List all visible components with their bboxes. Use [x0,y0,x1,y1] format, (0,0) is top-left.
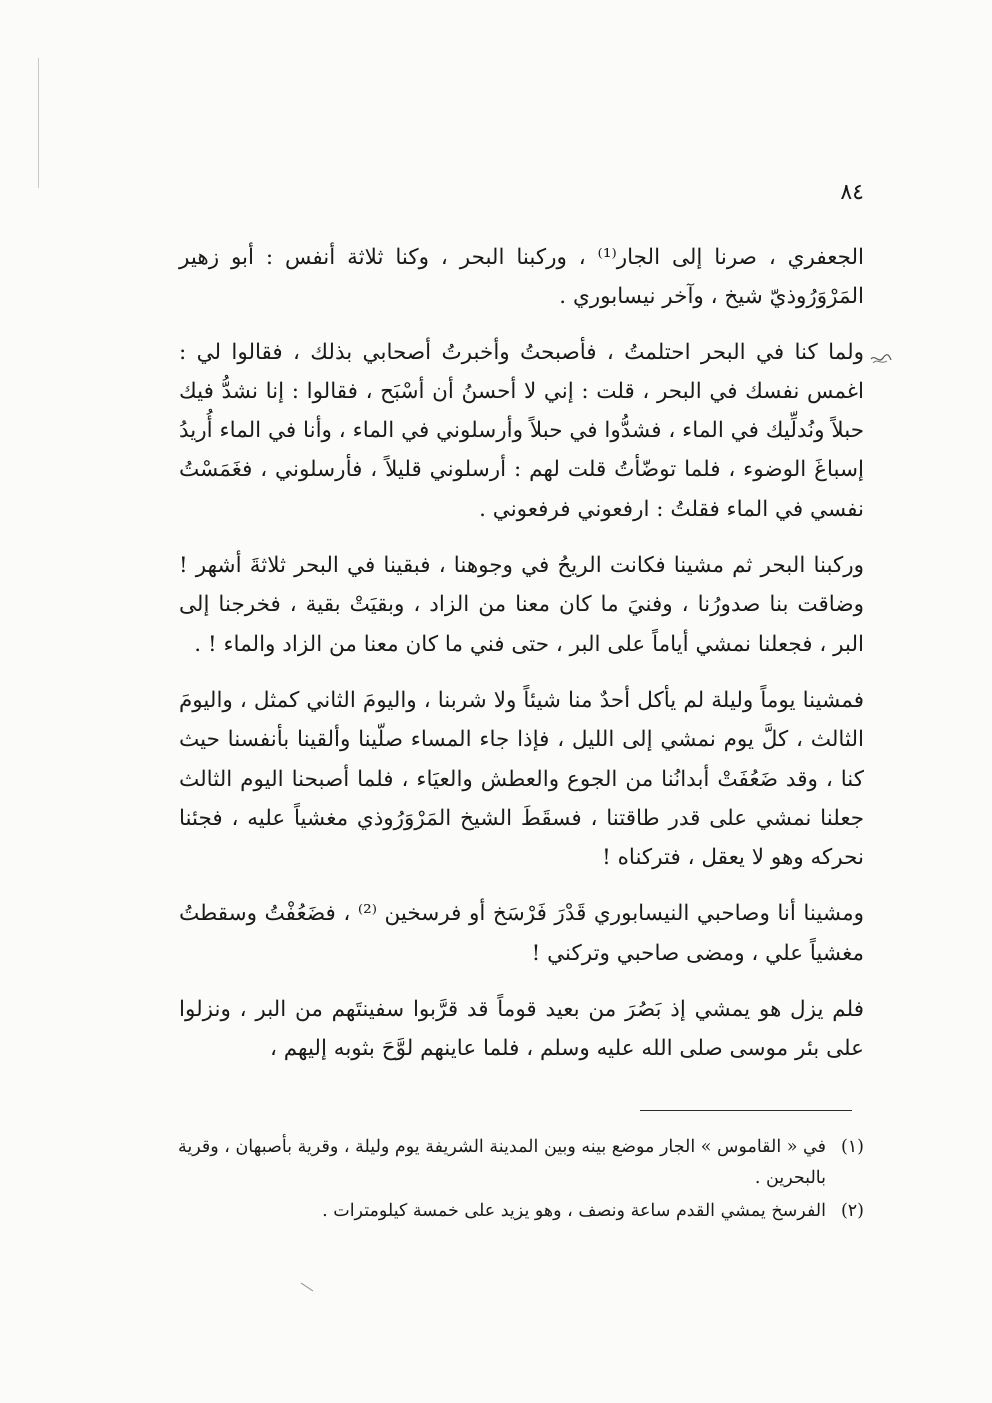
page-number: ٨٤ [840,180,864,205]
paragraph: وركبنا البحر ثم مشينا فكانت الريحُ في وجوهنا ، فبقينا في البحر ثلاثةَ أشهر ! وضاقت بنا صدورُنا ، وفنيَ ما كان معنا من الزاد ، وبقيَتْ بقية ، فخرجنا إلى البر ، فجعلنا نمشي أياماً على البر ، حتى فني ما كان معنا من الزاد والماء ! . [179,553,864,657]
stray-mark-icon [300,1282,314,1292]
footnote-divider [640,1110,852,1111]
paragraph: ولما كنا في البحر احتلمتُ ، فأصبحتُ وأخبرتُ أصحابي بذلك ، فقالوا لي : اغمس نفسك في البحر ، قلت : إني لا أحسنُ أن أسْبَح ، فقالوا : إنا نشدُّ فيك حبلاً ونُدلِّيك في الماء ، فشدُّوا في حبلاً وأرسلوني في الماء ، وأنا في الماء أُريدُ إسباغَ الوضوء ، فلما توضّأتُ قلت لهم : أرسلوني قليلاً ، فأرسلوني ، فغَمَسْتُ نفسي في الماء فقلتُ : ارفعوني فرفعوني . [179,339,864,522]
paragraph: ومشينا أنا وصاحبي النيسابوري قَدْرَ فَرْسَخ أو فرسخين ⁽²⁾ ، فضَعُفْتُ وسقطتُ مغشياً علي ، ومضى صاحبي وتركني ! [179,901,864,966]
footnote [164,1196,864,1227]
paragraph: الجعفري ، صرنا إلى الجار⁽¹⁾ ، وركبنا البحر ، وكنا ثلاثة أنفس : أبو زهير المَرْوَرُوذيّ شيخ ، وآخر نيسابوري . [179,245,864,310]
footnote-number: (١) [840,1137,864,1157]
footnote-text: الفرسخ يمشي القدم ساعة ونصف ، وهو يزيد على خمسة كيلومترات . [322,1201,826,1221]
footnotes [164,1132,864,1229]
footnote-number: (٢) [840,1201,864,1221]
paragraph: فمشينا يوماً وليلة لم يأكل أحدٌ منا شيئاً ولا شربنا ، واليومَ الثاني كمثل ، واليومَ الثالث ، كلَّ يوم نمشي إلى الليل ، فإذا جاء المساء صلّينا وألقينا بأنفسنا حيث كنا ، وقد ضَعُفَتْ أبدانُنا من الجوع والعطش والعيَاء ، فلما أصبحنا اليوم الثالث جعلنا نمشي على قدر طاقتنا ، فسقَطَ الشيخ المَرْوَرُوذي مغشياً عليه ، فجئنا نحركه وهو لا يعقل ، فتركناه ! [179,687,864,871]
footnote-text: في « القاموس » الجار موضع بينه وبين المدينة الشريفة يوم وليلة ، وقرية بأصبهان ، وقرية بالبحرين . [177,1137,826,1188]
body-text [179,238,864,1086]
margin-mark-icon [870,352,892,366]
scan-edge-line [38,58,39,188]
footnote [164,1132,864,1194]
paragraph: فلم يزل هو يمشي إذ بَصُرَ من بعيد قوماً قد قرَّبوا سفينتَهم من البر ، ونزلوا على بئر موسى صلى الله عليه وسلم ، فلما عاينهم لوَّحَ بثوبه إليهم ، [179,997,864,1062]
